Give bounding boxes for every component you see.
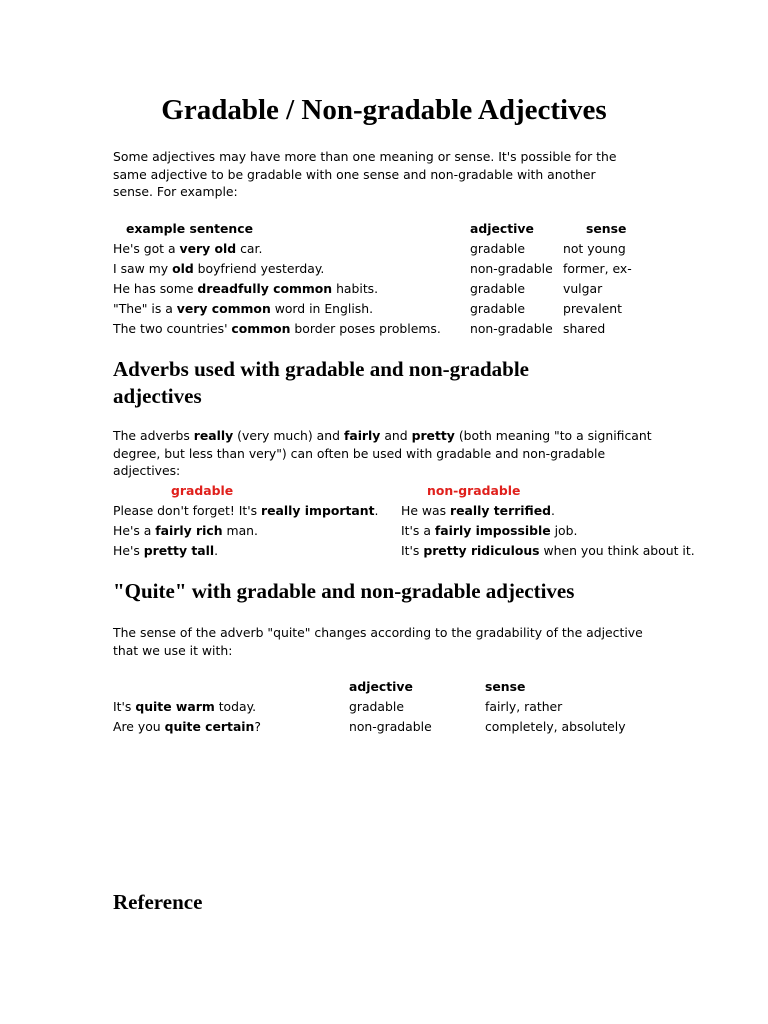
example-sentence: It's quite warm today. [113, 699, 257, 714]
table-row [113, 503, 693, 523]
example-sentence: He has some dreadfully common habits. [113, 281, 379, 296]
example-sentence: He's got a very old car. [113, 241, 263, 256]
section-heading-adverbs: Adverbs used with gradable and non-gradable adjectives [113, 357, 529, 408]
table-row [113, 699, 673, 719]
intro-paragraph: Some adjectives may have more than one meaning or sense. It's possible for the same adjective to be gradable with one sense and non-gradable with another sense. For example: [113, 149, 617, 199]
adjective-sense: prevalent [563, 301, 623, 316]
table-row [113, 261, 673, 281]
table-quite [113, 679, 673, 739]
adjective-type: non-gradable [470, 261, 553, 276]
table-row [113, 321, 673, 341]
adverbs-paragraph: The adverbs really (very much) and fairly and pretty (both meaning "to a significant degree, but less than very") can often be used with gradable and non-gradable adjectives: [113, 428, 652, 478]
table-header-row [113, 221, 673, 241]
table-row [113, 281, 673, 301]
non-gradable-example: It's a fairly impossible job. [401, 523, 578, 538]
example-sentence: I saw my old boyfriend yesterday. [113, 261, 325, 276]
section-heading-reference: Reference [113, 890, 203, 914]
gradable-example: Please don't forget! It's really important. [113, 503, 379, 518]
adjective-sense: former, ex- [563, 261, 632, 276]
table-row [113, 241, 673, 261]
example-sentence: Are you quite certain? [113, 719, 261, 734]
header-gradable: gradable [171, 483, 234, 498]
section-heading-quite: "Quite" with gradable and non-gradable adjectives [113, 579, 575, 603]
adjective-sense: fairly, rather [485, 699, 563, 714]
header-adjective: adjective [470, 221, 534, 236]
adjective-sense: shared [563, 321, 606, 336]
example-sentence: "The" is a very common word in English. [113, 301, 374, 316]
header-example-sentence: example sentence [126, 221, 253, 236]
adjective-sense: completely, absolutely [485, 719, 626, 734]
table-header-row [113, 679, 673, 699]
page-title: Gradable / Non-gradable Adjectives [161, 94, 607, 126]
gradable-example: He's a fairly rich man. [113, 523, 258, 538]
adjective-sense: vulgar [563, 281, 603, 296]
non-gradable-example: He was really terrified. [401, 503, 555, 518]
adjective-type: gradable [470, 281, 525, 296]
adjective-type: gradable [470, 301, 525, 316]
quite-paragraph: The sense of the adverb "quite" changes according to the gradability of the adjective that we use it with: [113, 625, 643, 658]
table-row [113, 543, 693, 563]
header-adjective: adjective [349, 679, 413, 694]
header-sense: sense [485, 679, 526, 694]
adjective-type: non-gradable [470, 321, 553, 336]
table-header-row [113, 483, 693, 503]
header-non-gradable: non-gradable [427, 483, 521, 498]
table-adjective-senses [113, 221, 673, 341]
adjective-type: non-gradable [349, 719, 432, 734]
adjective-type: gradable [349, 699, 404, 714]
adjective-type: gradable [470, 241, 525, 256]
table-row [113, 301, 673, 321]
non-gradable-example: It's pretty ridiculous when you think about it. [401, 543, 695, 558]
table-row [113, 719, 673, 739]
adjective-sense: not young [563, 241, 626, 256]
table-adverbs [113, 483, 693, 563]
example-sentence: The two countries' common border poses problems. [113, 321, 441, 336]
header-sense: sense [586, 221, 627, 236]
gradable-example: He's pretty tall. [113, 543, 219, 558]
table-row [113, 523, 693, 543]
